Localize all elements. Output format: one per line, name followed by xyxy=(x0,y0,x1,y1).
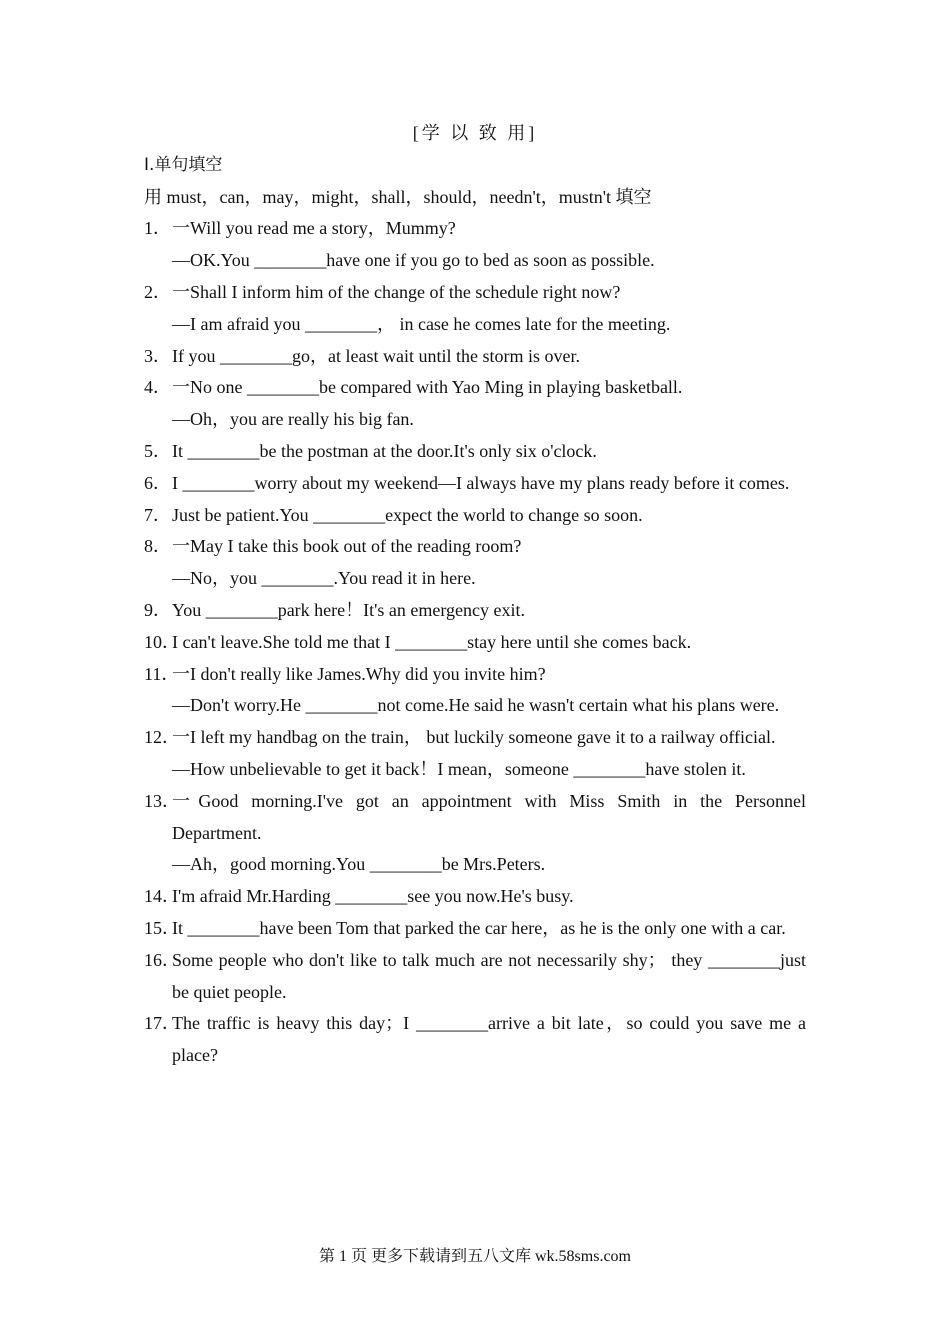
question-text: If you ________go，at least wait until the storm is over. xyxy=(172,345,580,366)
question-number: 15． xyxy=(144,917,180,938)
question-item xyxy=(144,595,806,627)
question-text: 一Will you read me a story，Mummy? xyxy=(172,218,456,239)
question-item xyxy=(144,500,806,532)
section-heading: Ⅰ.单句填空 xyxy=(144,154,223,175)
answer-line: —Ah，good morning.You ________be Mrs.Peters. xyxy=(172,854,546,875)
question-item xyxy=(144,213,806,245)
question-item xyxy=(144,277,806,309)
question-item xyxy=(144,372,806,404)
question-text: You ________park here！It's an emergency exit. xyxy=(172,599,526,620)
document-page xyxy=(144,118,806,1072)
question-item xyxy=(144,468,806,500)
question-item xyxy=(144,722,806,754)
question-item xyxy=(144,659,806,691)
question-text: Just be patient.You ________expect the world to change so soon. xyxy=(172,504,643,525)
instruction-text: 用 must，can，may，might，shall，should，needn't，mustn't 填空 xyxy=(144,186,652,207)
question-number: 2． xyxy=(144,281,171,302)
question-text: I ________worry about my weekend—I always have my plans ready before it comes. xyxy=(172,472,790,493)
question-number: 12． xyxy=(144,727,180,748)
question-item xyxy=(144,881,806,913)
question-number: 9． xyxy=(144,599,171,620)
page-footer: 第 1 页 更多下载请到五八文库 wk.58sms.com xyxy=(318,1248,631,1265)
question-number: 10． xyxy=(144,631,180,652)
question-number: 1． xyxy=(144,218,171,239)
question-number: 17． xyxy=(144,1013,180,1034)
question-text: 一Shall I inform him of the change of the schedule right now? xyxy=(172,281,621,302)
question-text: Some people who don't like to talk much are not necessarily shy； they ________just be quiet people. xyxy=(172,949,806,1002)
question-text: It ________be the postman at the door.It's only six o'clock. xyxy=(172,440,597,461)
question-number: 13． xyxy=(144,790,180,811)
question-text: It ________have been Tom that parked the car here，as he is the only one with a car. xyxy=(172,917,786,938)
question-number: 11． xyxy=(144,663,180,684)
question-text: 一Good morning.I've got an appointment with Miss Smith in the Personnel Department. xyxy=(172,790,806,843)
page-title: [学 以 致 用] xyxy=(412,123,538,143)
question-item xyxy=(144,945,806,1009)
question-number: 7． xyxy=(144,504,171,525)
question-item xyxy=(144,341,806,373)
question-number: 14． xyxy=(144,886,180,907)
answer-line: —OK.You ________have one if you go to bed as soon as possible. xyxy=(172,250,655,271)
question-number: 16． xyxy=(144,949,180,970)
question-text: 一No one ________be compared with Yao Ming in playing basketball. xyxy=(172,377,683,398)
question-number: 5． xyxy=(144,440,171,461)
question-item xyxy=(144,436,806,468)
question-item xyxy=(144,1008,806,1072)
question-list xyxy=(144,213,806,1072)
question-item xyxy=(144,627,806,659)
answer-line: —Oh，you are really his big fan. xyxy=(172,409,414,430)
question-text: 一I don't really like James.Why did you invite him? xyxy=(172,663,546,684)
question-item xyxy=(144,913,806,945)
answer-line: —Don't worry.He ________not come.He said he wasn't certain what his plans were. xyxy=(172,695,780,716)
question-item xyxy=(144,786,806,850)
answer-line: —I am afraid you ________， in case he comes late for the meeting. xyxy=(172,313,671,334)
question-number: 8． xyxy=(144,536,171,557)
question-text: I'm afraid Mr.Harding ________see you now.He's busy. xyxy=(172,886,574,907)
question-number: 3． xyxy=(144,345,171,366)
question-text: 一I left my handbag on the train， but luckily someone gave it to a railway official. xyxy=(172,727,776,748)
question-text: The traffic is heavy this day；I ________arrive a bit late，so could you save me a place? xyxy=(172,1013,806,1066)
answer-line: —No，you ________.You read it in here. xyxy=(172,568,476,589)
question-text: 一May I take this book out of the reading room? xyxy=(172,536,522,557)
question-item xyxy=(144,531,806,563)
question-number: 6． xyxy=(144,472,171,493)
answer-line: —How unbelievable to get it back！I mean，someone ________have stolen it. xyxy=(172,758,746,779)
question-text: I can't leave.She told me that I ________stay here until she comes back. xyxy=(172,631,692,652)
question-number: 4． xyxy=(144,377,171,398)
